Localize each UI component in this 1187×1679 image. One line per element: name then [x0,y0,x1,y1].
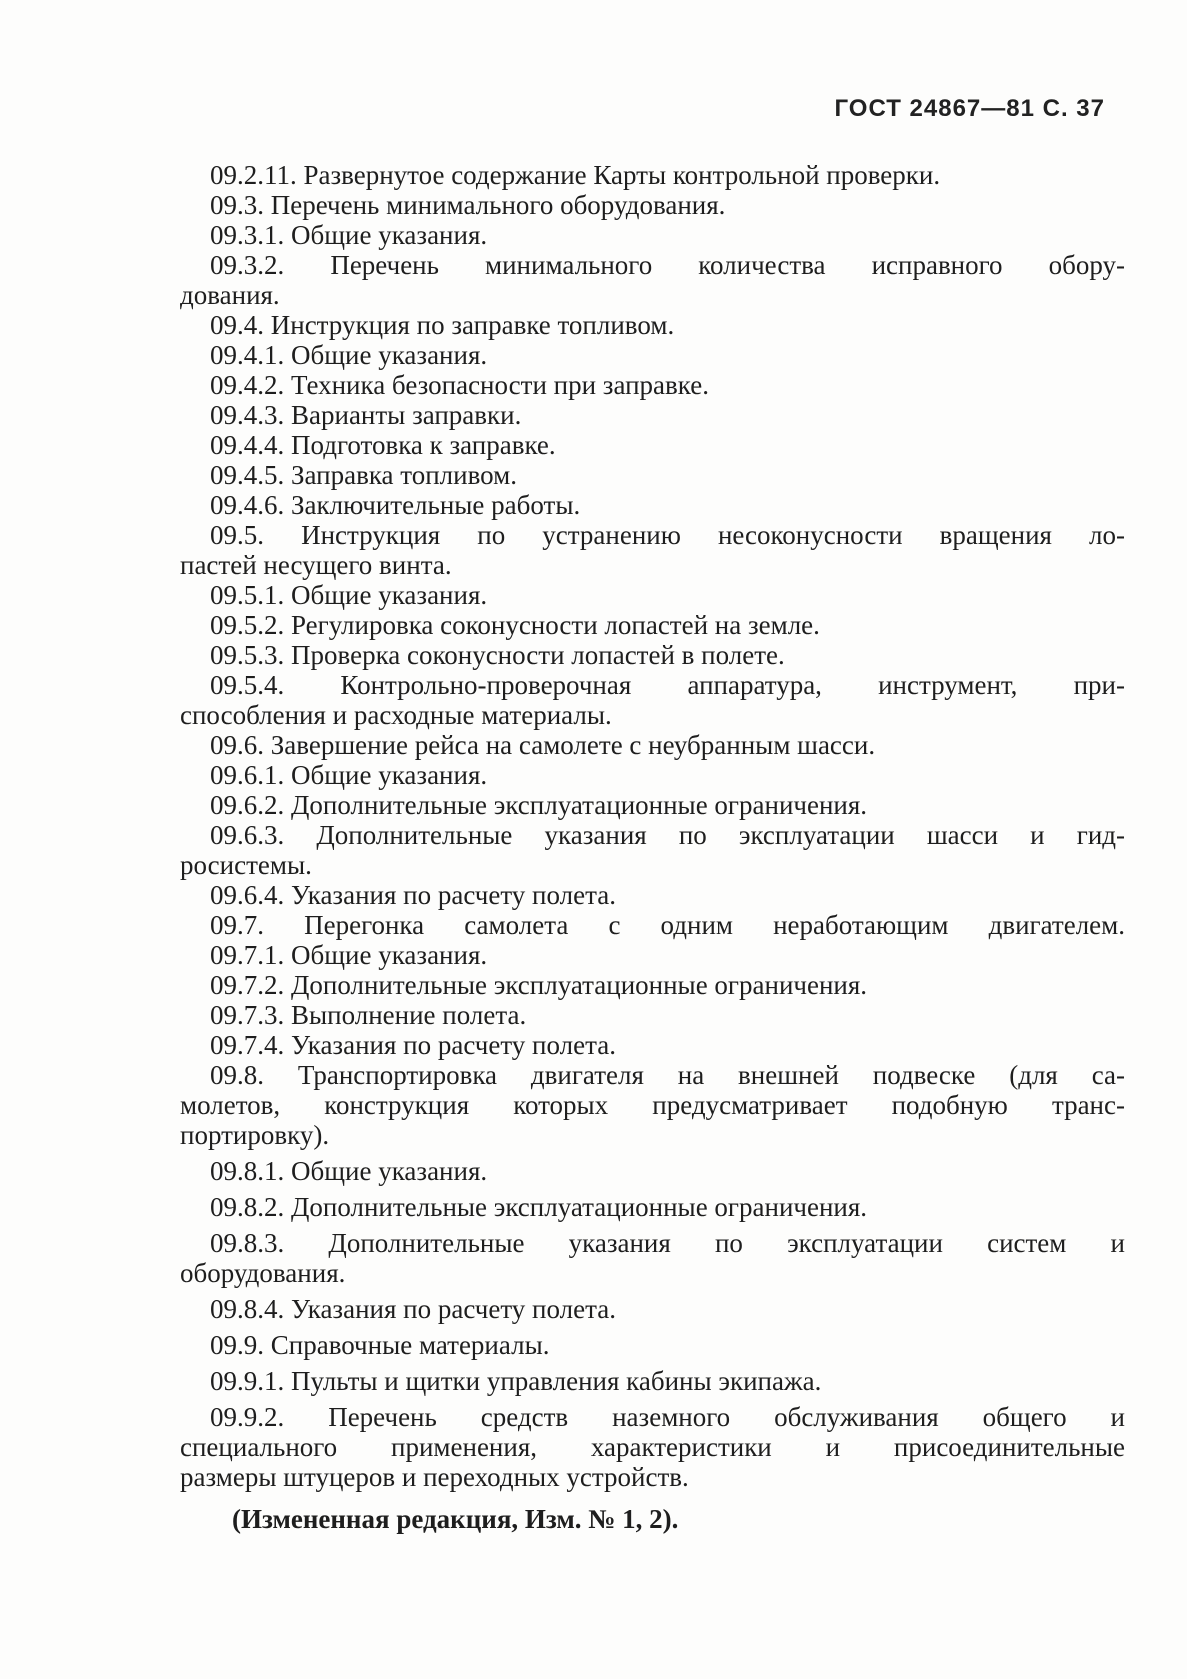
text-line: 09.5.4. Контрольно-проверочная аппаратура, инструмент, при- [210,670,1125,700]
text-line: 09.8.4. Указания по расчету полета. [210,1294,616,1324]
text-line: 09.9. Справочные материалы. [210,1330,550,1360]
text-line: 09.7. Перегонка самолета с одним неработающим двигателем. [210,910,1125,940]
text-line: 09.8.1. Общие указания. [210,1156,488,1186]
text-line: 09.2.11. Развернутое содержание Карты контрольной проверки. [210,160,941,190]
text-line: 09.6.1. Общие указания. [210,760,488,790]
text-line: 09.4.2. Техника безопасности при заправке. [210,370,709,400]
text-line: молетов, конструкция которых предусматривает подобную транс- [180,1090,1125,1120]
text-line: 09.4.5. Заправка топливом. [210,460,517,490]
text-line: 09.7.2. Дополнительные эксплуатационные ограничения. [210,970,868,1000]
text-line: 09.7.4. Указания по расчету полета. [210,1030,616,1060]
text-line: росистемы. [180,850,312,880]
text-line: 09.5.1. Общие указания. [210,580,488,610]
text-line: пастей несущего винта. [180,550,452,580]
text-line: 09.6.4. Указания по расчету полета. [210,880,616,910]
text-line: 09.8.3. Дополнительные указания по эксплуатации систем и [210,1228,1125,1258]
text-line: 09.4.1. Общие указания. [210,340,488,370]
text-line: 09.7.3. Выполнение полета. [210,1000,527,1030]
text-line: 09.6.2. Дополнительные эксплуатационные ограничения. [210,790,868,820]
page-header: ГОСТ 24867—81 С. 37 [834,95,1105,122]
document-body [180,160,1125,1534]
text-line: 09.4.3. Варианты заправки. [210,400,522,430]
text-line: 09.3. Перечень минимального оборудования. [210,190,726,220]
text-line: 09.8. Транспортировка двигателя на внешней подвеске (для са- [210,1060,1125,1090]
text-line: специального применения, характеристики и присоединительные [180,1432,1125,1462]
text-line: 09.7.1. Общие указания. [210,940,488,970]
text-line: 09.4. Инструкция по заправке топливом. [210,310,675,340]
text-line: 09.4.6. Заключительные работы. [210,490,581,520]
text-line: 09.4.4. Подготовка к заправке. [210,430,556,460]
text-line: 09.8.2. Дополнительные эксплуатационные ограничения. [210,1192,868,1222]
revision-note: (Измененная редакция, Изм. № 1, 2). [232,1504,679,1534]
text-line: 09.6. Завершение рейса на самолете с неубранным шасси. [210,730,876,760]
text-line: 09.9.2. Перечень средств наземного обслуживания общего и [210,1402,1125,1432]
text-line: оборудования. [180,1258,346,1288]
text-line: размеры штуцеров и переходных устройств. [180,1462,689,1492]
text-line: 09.5. Инструкция по устранению несоконусности вращения ло- [210,520,1125,550]
text-line: портировку). [180,1120,330,1150]
text-line: 09.9.1. Пульты и щитки управления кабины экипажа. [210,1366,822,1396]
text-line: 09.5.2. Регулировка соконусности лопастей на земле. [210,610,820,640]
text-line: способления и расходные материалы. [180,700,612,730]
text-line: 09.5.3. Проверка соконусности лопастей в полете. [210,640,785,670]
text-line: 09.3.1. Общие указания. [210,220,488,250]
text-line: дования. [180,280,280,310]
text-line: 09.3.2. Перечень минимального количества исправного обору- [210,250,1125,280]
text-line: 09.6.3. Дополнительные указания по эксплуатации шасси и гид- [210,820,1125,850]
